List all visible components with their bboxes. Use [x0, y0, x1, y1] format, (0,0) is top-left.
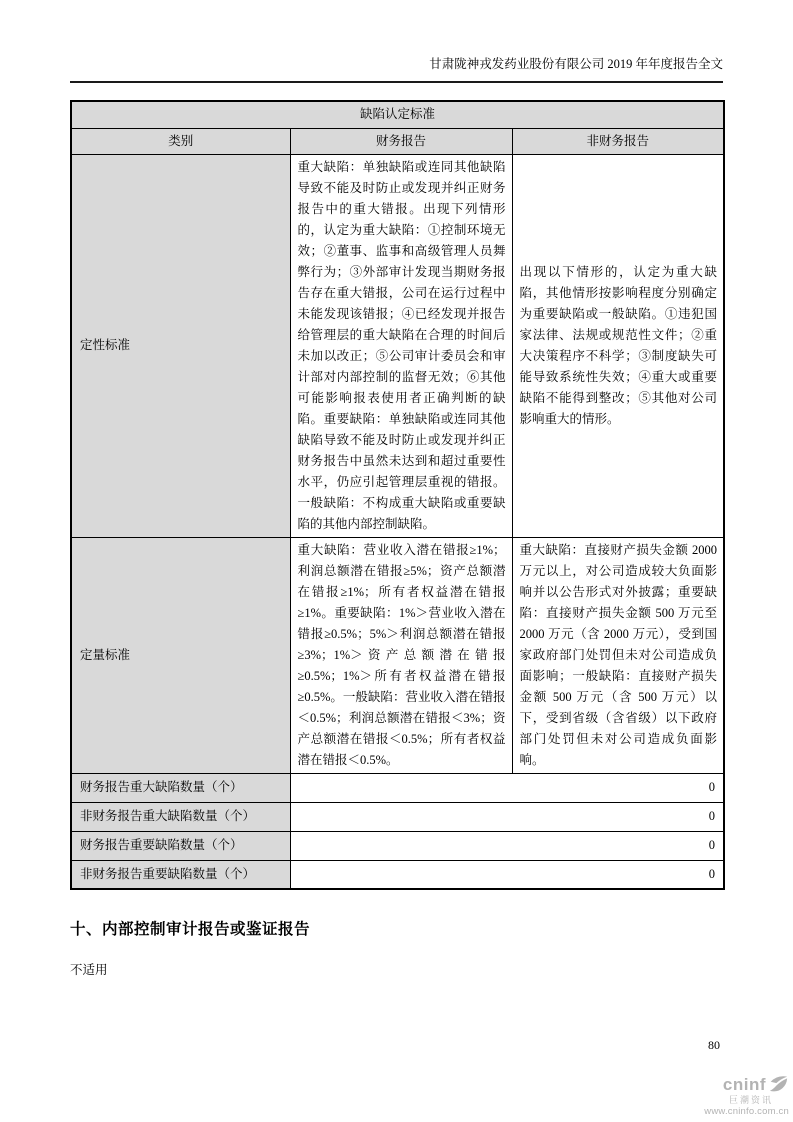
- column-header-financial-report: 财务报告: [290, 128, 512, 154]
- quantitative-standard-label: 定量标准: [71, 537, 290, 773]
- cninfo-logo: [659, 1074, 789, 1117]
- document-header-title: 甘肃陇神戎发药业股份有限公司 2019 年年度报告全文: [70, 0, 723, 83]
- table-row: [71, 802, 724, 831]
- column-header-category: 类别: [71, 128, 290, 154]
- cninfo-logo-url: www.cninfo.com.cn: [704, 1105, 789, 1117]
- quantitative-financial-text: 重大缺陷：营业收入潜在错报≥1%；利润总额潜在错报≥5%；资产总额潜在错报≥1%；所有者权益潜在错报≥1%。重要缺陷：1%＞营业收入潜在错报≥0.5%；5%＞利润总额潜在错报≥3%；1%＞资产总额潜在错报≥0.5%；1%＞所有者权益潜在错报≥0.5%。一般缺陷：营业收入潜在错报＜0.5%；利润总额潜在错报＜3%；资产总额潜在错报＜0.5%；所有者权益潜在错报＜0.5%。: [290, 537, 512, 773]
- defect-standards-table: [70, 100, 725, 890]
- non-financial-important-defect-count-value: 0: [290, 860, 724, 889]
- cninfo-logo-brand-row: [723, 1074, 789, 1095]
- column-header-non-financial-report: 非财务报告: [512, 128, 724, 154]
- non-financial-important-defect-count-label: 非财务报告重要缺陷数量（个）: [71, 860, 290, 889]
- table-title: 缺陷认定标准: [71, 101, 724, 128]
- table-row: [71, 831, 724, 860]
- page-content: [70, 0, 723, 978]
- qualitative-financial-text: 重大缺陷：单独缺陷或连同其他缺陷导致不能及时防止或发现并纠正财务报告中的重大错报。出现下列情形的，认定为重大缺陷：①控制环境无效；②董事、监事和高级管理人员舞弊行为；③外部审计发现当期财务报告存在重大错报，公司在运行过程中未能发现该错报；④已经发现并报告给管理层的重大缺陷在合理的时间后未加以改正；⑤公司审计委员会和审计部对内部控制的监督无效；⑥其他可能影响报表使用者正确判断的缺陷。重要缺陷：单独缺陷或连同其他缺陷导致不能及时防止或发现并纠正财务报告中虽然未达到和超过重要性水平，仍应引起管理层重视的错报。一般缺陷：不构成重大缺陷或重要缺陷的其他内部控制缺陷。: [290, 154, 512, 537]
- financial-major-defect-count-label: 财务报告重大缺陷数量（个）: [71, 773, 290, 802]
- table-row: [71, 860, 724, 889]
- table-title-row: [71, 101, 724, 128]
- cninfo-logo-brand-text: cninf: [722, 1075, 766, 1094]
- table-header-row: [71, 128, 724, 154]
- table-row: [71, 773, 724, 802]
- quantitative-non-financial-text: 重大缺陷：直接财产损失金额 2000 万元以上，对公司造成较大负面影响并以公告形式对外披露；重要缺陷：直接财产损失金额 500 万元至 2000 万元（含 2000 万元），受到国家政府部门处罚但未对公司造成负面影响；一般缺陷：直接财产损失金额 500 万元（含 500 万元）以下，受到省级（含省级）以下政府部门处罚但未对公司造成负面影响。: [512, 537, 724, 773]
- section-body-text: 不适用: [70, 963, 108, 977]
- financial-important-defect-count-label: 财务报告重要缺陷数量（个）: [71, 831, 290, 860]
- cninfo-swirl-icon: [768, 1074, 789, 1095]
- financial-important-defect-count-value: 0: [290, 831, 724, 860]
- table-row: [71, 537, 724, 773]
- table-row: [71, 154, 724, 537]
- non-financial-major-defect-count-label: 非财务报告重大缺陷数量（个）: [71, 802, 290, 831]
- non-financial-major-defect-count-value: 0: [290, 802, 724, 831]
- qualitative-standard-label: 定性标准: [71, 154, 290, 537]
- financial-major-defect-count-value: 0: [290, 773, 724, 802]
- qualitative-non-financial-text: 出现以下情形的，认定为重大缺陷，其他情形按影响程度分别确定为重要缺陷或一般缺陷。①违犯国家法律、法规或规范性文件；②重大决策程序不科学；③制度缺失可能导致系统性失效；④重大或重要缺陷不能得到整改；⑤其他对公司影响重大的情形。: [512, 154, 724, 537]
- section-heading: 十、内部控制审计报告或鉴证报告: [70, 921, 311, 938]
- cninfo-logo-name: 巨潮资讯: [728, 1095, 773, 1105]
- page-number: 80: [708, 1038, 720, 1052]
